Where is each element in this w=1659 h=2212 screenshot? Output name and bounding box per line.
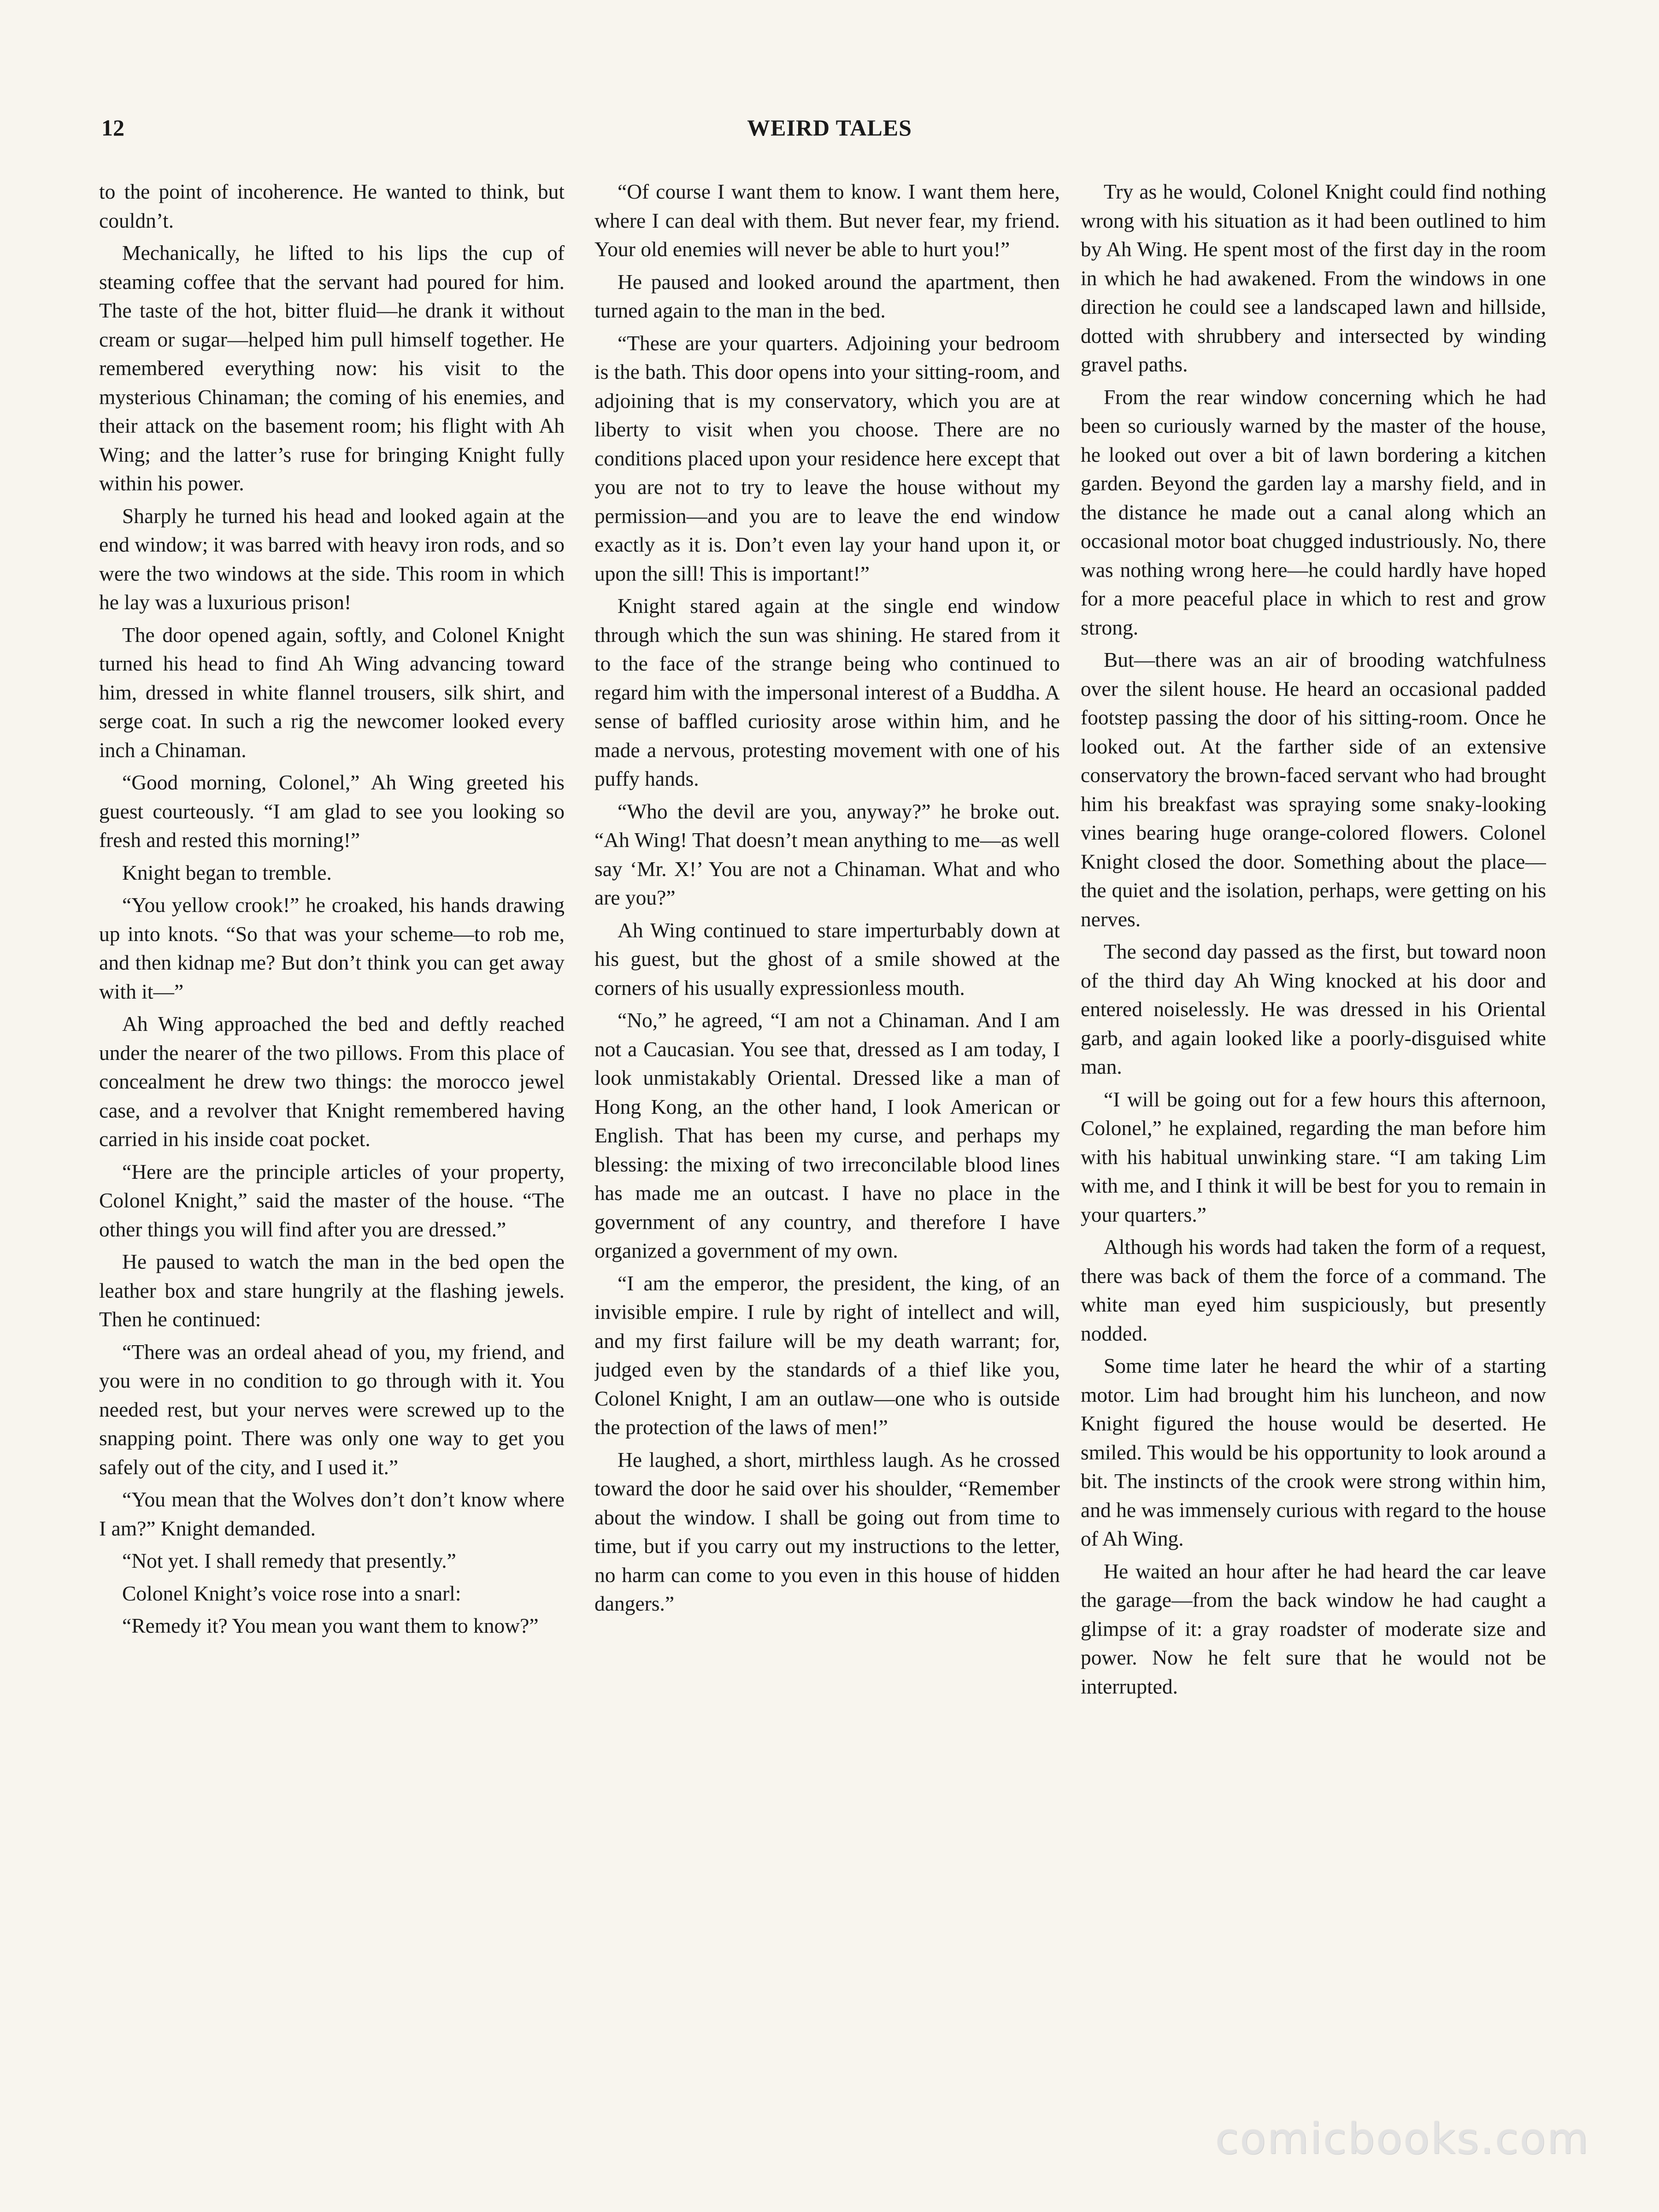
paragraph: From the rear window concerning which he had been so curiously warned by the master of the house, he looked out over a bit of lawn bordering a kitchen garden. Beyond the garden lay a marshy field, and in the distance he made out a canal along which an occasional motor boat chugged industriously. No, there was nothing wrong here—he could hardly have hoped for a more peaceful place in which to rest and grow strong.: [1081, 385, 1546, 639]
text-columns: [99, 177, 1551, 2113]
paragraph: to the point of incoherence. He wanted to think, but couldn’t.: [99, 180, 565, 232]
paragraph: “Here are the principle articles of your property, Colonel Knight,” said the master of the house. “The other things you will find after you are dressed.”: [99, 1159, 565, 1241]
paragraph: “Who the devil are you, anyway?” he broke out. “Ah Wing! That doesn’t mean anything to me—as well say ‘Mr. X!’ You are not a Chinaman. What and who are you?”: [594, 799, 1060, 909]
paragraph: “You mean that the Wolves don’t don’t know where I am?” Knight demanded.: [99, 1488, 565, 1540]
paragraph: He paused to watch the man in the bed open the leather box and stare hungrily at the flashing jewels. Then he continued:: [99, 1250, 565, 1331]
paragraph: Some time later he heard the whir of a starting motor. Lim had brought him his luncheon, and now Knight figured the house would be deserted. He smiled. This would be his opportunity to look around a bit. The instincts of the crook were strong within him, and he was immensely curious with regard to the house of Ah Wing.: [1081, 1354, 1546, 1550]
paragraph: Ah Wing approached the bed and deftly reached under the nearer of the two pillows. From this place of concealment he drew two things: the morocco jewel case, and a revolver that Knight remembered having carried in his inside coat pocket.: [99, 1012, 565, 1151]
paragraph: “There was an ordeal ahead of you, my friend, and you were in no condition to go through with it. You needed rest, but your nerves were screwed up to the snapping point. There was only one way to get you safely out of the city, and I used it.”: [99, 1340, 565, 1479]
paragraph: “I will be going out for a few hours this afternoon, Colonel,” he explained, regarding the man before him with his habitual unwinking stare. “I am taking Lim with me, and I think it will be best for you to remain in your quarters.”: [1081, 1087, 1546, 1226]
column-2: [594, 177, 1060, 2113]
paragraph: He paused and looked around the apartment, then turned again to the man in the bed.: [594, 270, 1060, 322]
paragraph: Sharply he turned his head and looked again at the end window; it was barred with heavy iron rods, and so were the two windows at the side. This room in which he lay was a luxurious prison!: [99, 504, 565, 614]
paragraph: “Good morning, Colonel,” Ah Wing greeted his guest courteously. “I am glad to see you looking so fresh and rested this morning!”: [99, 771, 565, 852]
column-1: [99, 177, 565, 2113]
running-title: WEIRD TALES: [747, 115, 912, 141]
paragraph: Knight stared again at the single end window through which the sun was shining. He stared from it to the face of the strange being who continued to regard him with the impersonal interest of a Buddha. A sense of baffled curiosity arose within him, and he made a nervous, protesting movement with one of his puffy hands.: [594, 594, 1060, 790]
paragraph: He waited an hour after he had heard the car leave the garage—from the back window he had caught a glimpse of it: a gray roadster of moderate size and power. Now he felt sure that he would not be interrupted.: [1081, 1559, 1546, 1698]
paragraph: But—there was an air of brooding watchfulness over the silent house. He heard an occasional padded footstep passing the door of his sitting-room. Once he looked out. At the farther side of an extensive conservatory the brown-faced servant who had brought him his breakfast was spraying some snaky-looking vines bearing huge orange-colored flowers. Colonel Knight closed the door. Something about the place—the quiet and the isolation, perhaps, were getting on his nerves.: [1081, 648, 1546, 931]
paragraph: The second day passed as the first, but toward noon of the third day Ah Wing knocked at his door and entered noiselessly. He was dressed in his Oriental garb, and again looked like a poorly-disguised white man.: [1081, 940, 1546, 1078]
paragraph: Mechanically, he lifted to his lips the cup of steaming coffee that the servant had poured for him. The taste of the hot, bitter fluid—he drank it without cream or sugar—helped him pull himself together. He remembered everything now: his visit to the mysterious Chinaman; the coming of his enemies, and their attack on the basement room; his flight with Ah Wing; and the latter’s ruse for bringing Knight fully within his power.: [99, 241, 565, 495]
paragraph: “No,” he agreed, “I am not a Chinaman. And I am not a Caucasian. You see that, dressed as I am today, I look unmistakably Oriental. Dressed like a man of Hong Kong, an the other hand, I look American or English. That has been my curse, and perhaps my blessing: the mixing of two irreconcilable blood lines has made me an outcast. I have no place in the government of any country, and therefore I have organized a government of my own.: [594, 1008, 1060, 1262]
paragraph: “Not yet. I shall remedy that presently.”: [122, 1549, 456, 1572]
paragraph: Although his words had taken the form of a request, there was back of them the force of a command. The white man eyed him suspiciously, but presently nodded.: [1081, 1235, 1546, 1345]
paragraph: “Of course I want them to know. I want them here, where I can deal with them. But never fear, my friend. Your old enemies will never be able to hurt you!”: [594, 180, 1060, 261]
paragraph: He laughed, a short, mirthless laugh. As he crossed toward the door he said over his shoulder, “Remember about the window. I shall be going out from time to time, but if you carry out my instructions to the letter, no harm can come to you even in this house of hidden dangers.”: [594, 1447, 1060, 1615]
paragraph: Try as he would, Colonel Knight could find nothing wrong with his situation as it had been outlined to him by Ah Wing. He spent most of the first day in the room in which he had awakened. From the windows in one direction he could see a landscaped lawn and hillside, dotted with shrubbery and intersected by winding gravel paths.: [1081, 180, 1546, 376]
paragraph: Colonel Knight’s voice rose into a snarl:: [122, 1581, 461, 1605]
paragraph: “You yellow crook!” he croaked, his hands drawing up into knots. “So that was your scheme—to rob me, and then kidnap me? But don’t think you can get away with it—”: [99, 893, 565, 1003]
paragraph: “I am the emperor, the president, the king, of an invisible empire. I rule by right of intellect and will, and my first failure will be my death warrant; for, judged even by the standards of a thief like you, Colonel Knight, I am an outlaw—one who is outside the protection of the laws of men!”: [594, 1271, 1060, 1439]
paragraph: “These are your quarters. Adjoining your bedroom is the bath. This door opens into your sitting-room, and adjoining that is my conservatory, which you are at liberty to visit when you choose. There are no conditions placed upon your residence here except that you are not to try to leave the house without my permission—and you are to leave the end window exactly as it is. Don’t even lay your hand upon it, or upon the sill! This is important!”: [594, 331, 1060, 585]
paragraph: “Remedy it? You mean you want them to know?”: [122, 1614, 539, 1637]
site-watermark: comicbooks.com: [1215, 2114, 1590, 2164]
column-3: [1081, 177, 1546, 2113]
page-number: 12: [101, 115, 124, 141]
paragraph: The door opened again, softly, and Colonel Knight turned his head to find Ah Wing advancing toward him, dressed in white flannel trousers, silk shirt, and serge coat. In such a rig the newcomer looked every inch a Chinaman.: [99, 623, 565, 762]
paragraph: Knight began to tremble.: [122, 860, 332, 884]
paragraph: Ah Wing continued to stare imperturbably down at his guest, but the ghost of a smile showed at the corners of his usually expressionless mouth.: [594, 918, 1060, 1000]
page-header: [101, 114, 1558, 156]
